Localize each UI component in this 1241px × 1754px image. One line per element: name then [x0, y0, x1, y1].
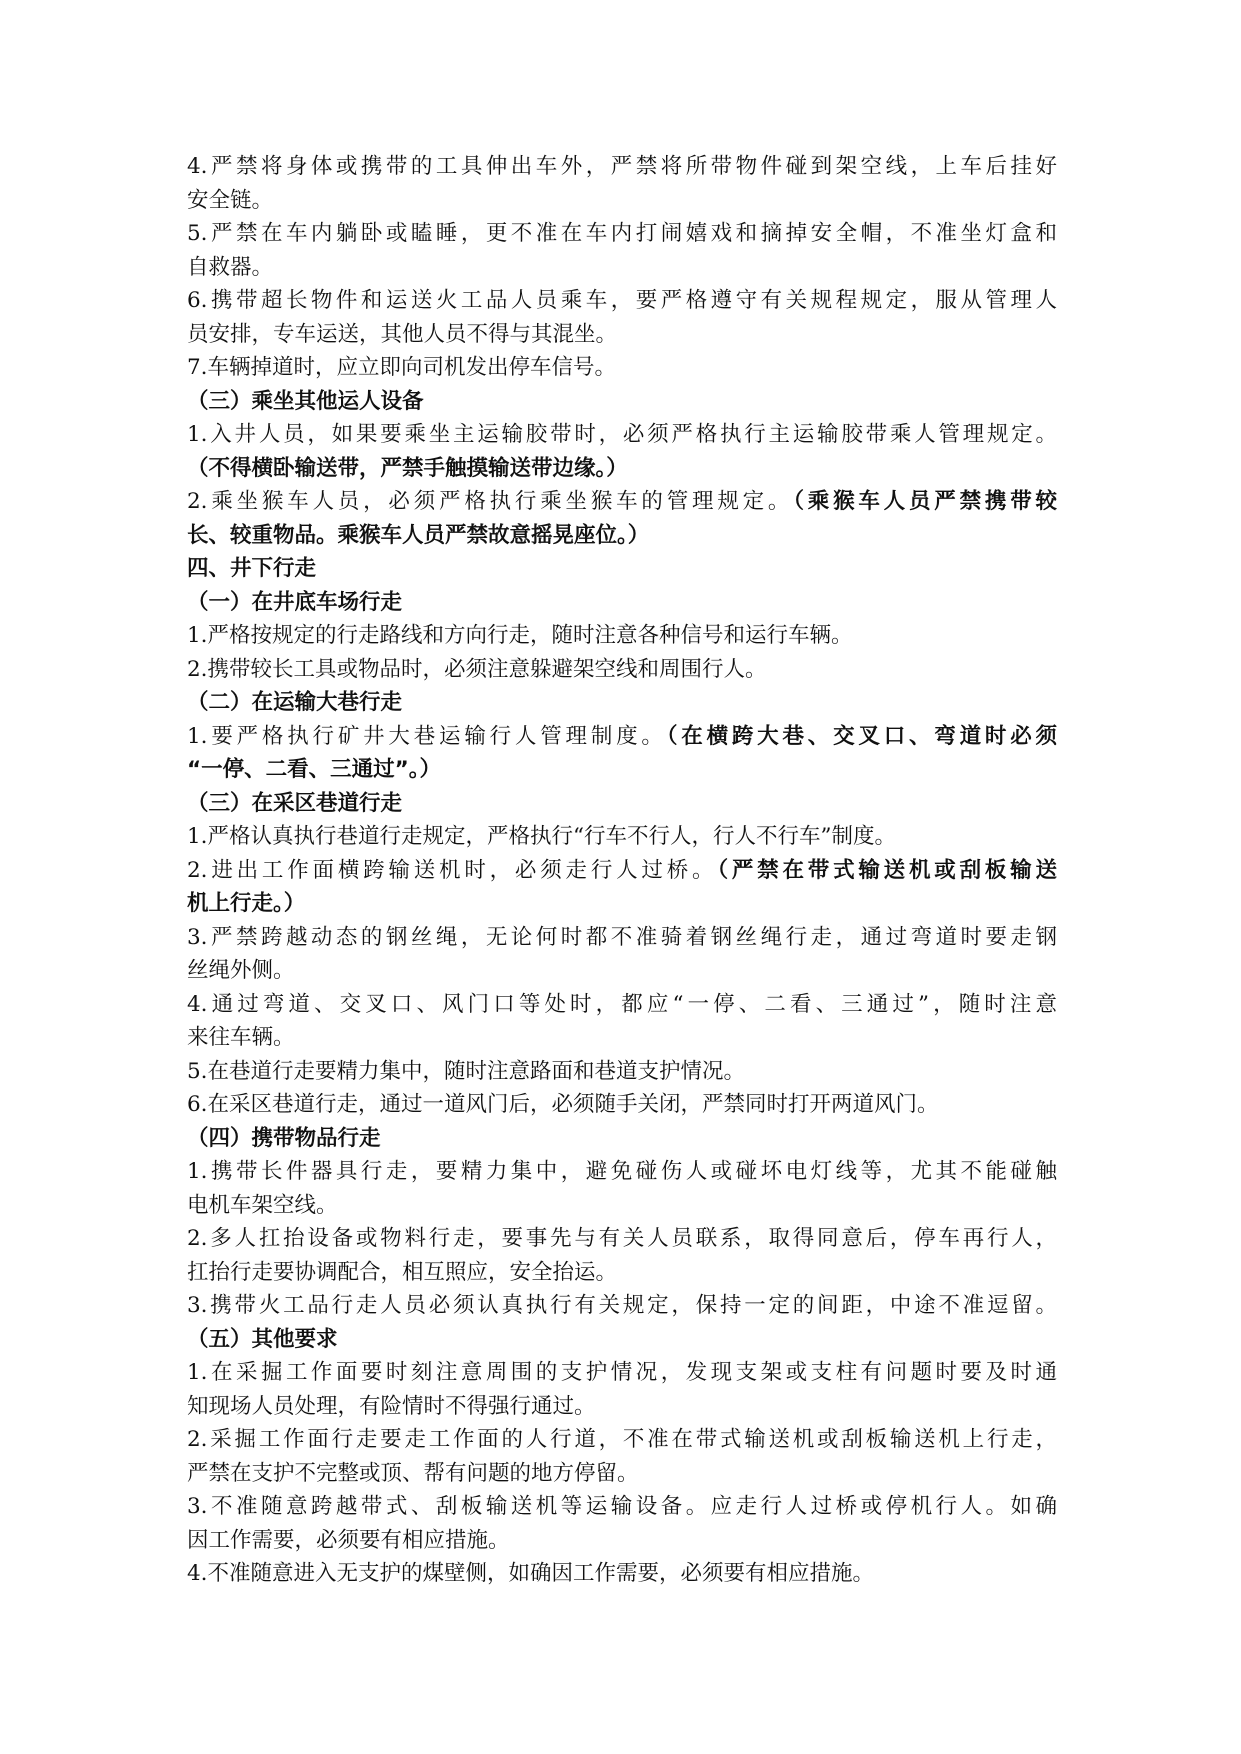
text-line	[187, 954, 1057, 988]
body-text: 2.多人扛抬设备或物料行走，要事先与有关人员联系，取得同意后，停车再行人，	[187, 1226, 1057, 1251]
body-text: 安全链。	[187, 187, 274, 213]
text-line	[187, 351, 1057, 385]
body-text: 1.严格认真执行巷道行走规定，严格执行“行车不行人，行人不行车”制度。	[187, 824, 896, 849]
body-text: 丝绳外侧。	[187, 958, 295, 983]
body-text: 7.车辆掉道时，应立即向司机发出停车信号。	[187, 355, 617, 380]
bold-text: 四、井下行走	[187, 556, 317, 581]
body-text: 6.携带超长物件和运送火工品人员乘车，要严格遵守有关规程规定，服从管理人	[187, 288, 1057, 313]
text-line	[187, 284, 1057, 318]
text-line	[187, 184, 1057, 218]
body-text: 1.在采掘工作面要时刻注意周围的支护情况，发现支架或支柱有问题时要及时通	[187, 1360, 1057, 1385]
text-line	[187, 1222, 1057, 1256]
text-line	[187, 686, 1057, 720]
bold-text: （不得横卧输送带，严禁手触摸输送带边缘。）	[187, 455, 628, 481]
text-line	[187, 753, 1057, 787]
text-line	[187, 1055, 1057, 1089]
text-line	[187, 1557, 1057, 1591]
text-line	[187, 921, 1057, 955]
text-line	[187, 854, 1057, 888]
body-text: 来往车辆。	[187, 1025, 295, 1050]
bold-text: （在横跨大巷、交叉口、弯道时必须	[666, 723, 1057, 749]
body-text: 电机车架空线。	[187, 1192, 338, 1218]
body-text: 自救器。	[187, 254, 274, 280]
text-line	[187, 619, 1057, 653]
body-text: 4.通过弯道、交叉口、风门口等处时，都应“一停、二看、三通过”，随时注意	[187, 991, 1057, 1017]
body-text: 扛抬行走要协调配合，相互照应，安全抬运。	[187, 1259, 618, 1285]
text-line	[187, 1524, 1057, 1558]
body-text: 2.采掘工作面行走要走工作面的人行道，不准在带式输送机或刮板输送机上行走，	[187, 1427, 1057, 1452]
bold-text: （五）其他要求	[187, 1326, 338, 1352]
text-line	[187, 385, 1057, 419]
bold-text: （二）在运输大巷行走	[187, 690, 403, 715]
body-text: 知现场人员处理，有险情时不得强行通过。	[187, 1393, 596, 1419]
body-text: 1.携带长件器具行走，要精力集中，避免碰伤人或碰坏电灯线等，尤其不能碰触	[187, 1159, 1057, 1184]
bold-text: （三）乘坐其他运人设备	[187, 388, 424, 414]
body-text: 1.严格按规定的行走路线和方向行走，随时注意各种信号和运行车辆。	[187, 623, 853, 648]
text-line	[187, 150, 1057, 184]
text-line	[187, 251, 1057, 285]
bold-text: （严禁在带式输送机或刮板输送	[717, 857, 1057, 883]
body-text: 4.严禁将身体或携带的工具伸出车外，严禁将所带物件碰到架空线，上车后挂好	[187, 154, 1057, 179]
text-line	[187, 1289, 1057, 1323]
text-line	[187, 1323, 1057, 1357]
text-line	[187, 217, 1057, 251]
text-line	[187, 1457, 1057, 1491]
text-line	[187, 988, 1057, 1022]
body-text: 2.携带较长工具或物品时，必须注意躲避架空线和周围行人。	[187, 656, 767, 682]
body-text: 2.进出工作面横跨输送机时，必须走行人过桥。	[187, 857, 718, 883]
body-text: 2.乘坐猴车人员，必须严格执行乘坐猴车的管理规定。	[187, 489, 794, 514]
text-line	[187, 1390, 1057, 1424]
text-line	[187, 1256, 1057, 1290]
text-line	[187, 720, 1057, 754]
body-text: 因工作需要，必须要有相应措施。	[187, 1527, 510, 1553]
text-line	[187, 787, 1057, 821]
text-line	[187, 887, 1057, 921]
body-text: 1.要严格执行矿井大巷运输行人管理制度。	[187, 723, 667, 749]
text-line	[187, 1088, 1057, 1122]
bold-text: （乘猴车人员严禁携带较	[793, 489, 1057, 514]
text-line	[187, 1155, 1057, 1189]
text-line	[187, 1021, 1057, 1055]
bold-text: 机上行走。）	[187, 891, 306, 916]
text-line	[187, 519, 1057, 553]
body-text: 5.严禁在车内躺卧或瞌睡，更不准在车内打闹嬉戏和摘掉安全帽，不准坐灯盒和	[187, 221, 1057, 246]
bold-text: （四）携带物品行走	[187, 1125, 381, 1151]
text-line	[187, 318, 1057, 352]
text-line	[187, 586, 1057, 620]
bold-text: （三）在采区巷道行走	[187, 790, 403, 816]
text-line	[187, 653, 1057, 687]
body-text: 6.在采区巷道行走，通过一道风门后，必须随手关闭，严禁同时打开两道风门。	[187, 1092, 939, 1117]
text-line	[187, 1490, 1057, 1524]
bold-text: “一停、二看、三通过”。）	[187, 757, 442, 782]
bold-text: （一）在井底车场行走	[187, 589, 403, 615]
body-text: 严禁在支护不完整或顶、帮有问题的地方停留。	[187, 1460, 639, 1486]
body-text: 3.不准随意跨越带式、刮板输送机等运输设备。应走行人过桥或停机行人。如确	[187, 1494, 1057, 1519]
text-line	[187, 485, 1057, 519]
body-text: 员安排，专车运送，其他人员不得与其混坐。	[187, 321, 618, 347]
body-text: 4.不准随意进入无支护的煤壁侧，如确因工作需要，必须要有相应措施。	[187, 1561, 875, 1586]
text-line	[187, 820, 1057, 854]
body-text: 5.在巷道行走要精力集中，随时注意路面和巷道支护情况。	[187, 1058, 746, 1084]
text-line	[187, 1423, 1057, 1457]
text-line	[187, 418, 1057, 452]
bold-text: 长、较重物品。乘猴车人员严禁故意摇晃座位。）	[187, 522, 650, 548]
text-line	[187, 452, 1057, 486]
body-text: 3.严禁跨越动态的钢丝绳，无论何时都不准骑着钢丝绳行走，通过弯道时要走钢	[187, 924, 1057, 950]
body-text: 3.携带火工品行走人员必须认真执行有关规定，保持一定的间距，中途不准逗留。	[187, 1293, 1057, 1318]
text-line	[187, 1189, 1057, 1223]
body-text: 1.入井人员，如果要乘坐主运输胶带时，必须严格执行主运输胶带乘人管理规定。	[187, 422, 1057, 447]
text-line	[187, 1122, 1057, 1156]
text-line	[187, 1356, 1057, 1390]
document-page	[187, 150, 1057, 1591]
text-line	[187, 552, 1057, 586]
